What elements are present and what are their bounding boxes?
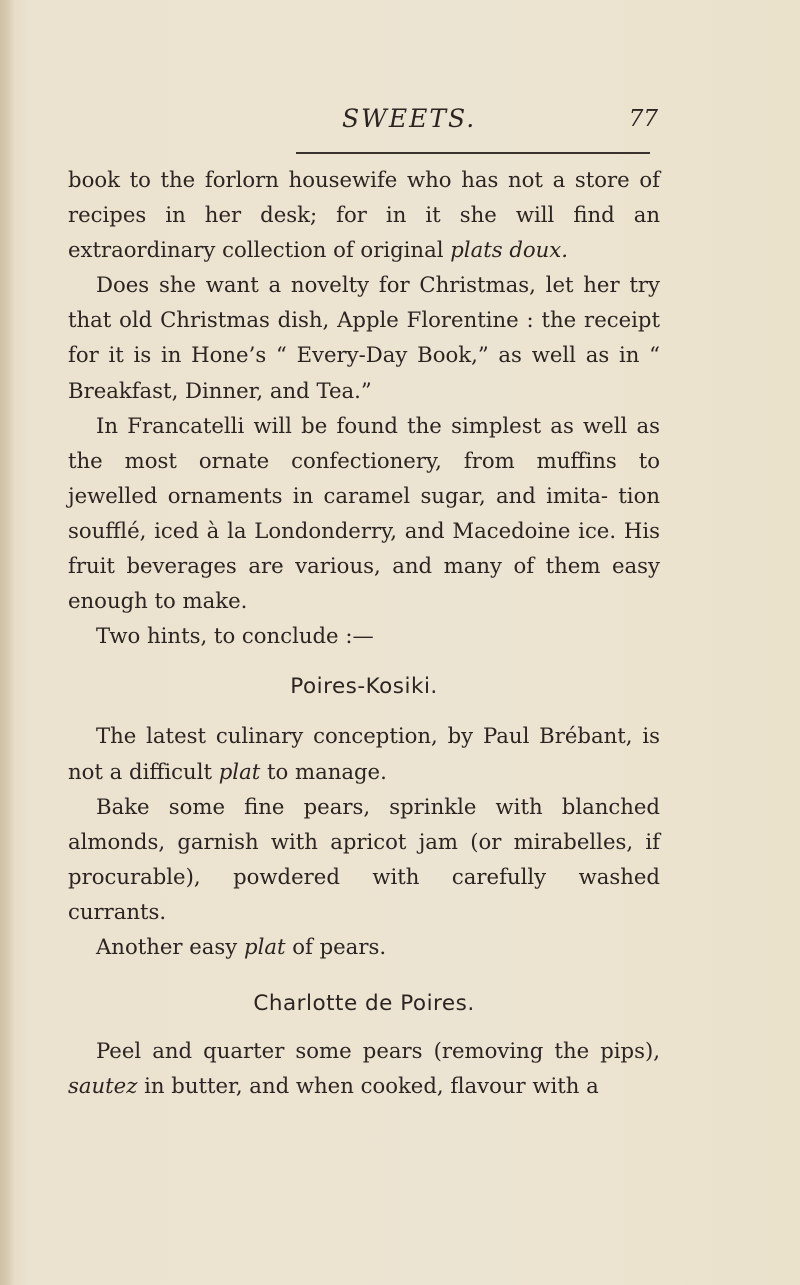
italic-phrase: plat: [244, 933, 286, 959]
recipe-heading-poires-kosiki: Poires-Kosiki.: [290, 674, 438, 700]
running-head: [100, 104, 660, 144]
running-head-title: SWEETS.: [342, 104, 477, 133]
paragraph-2: Does she want a novelty for Christmas, let her try that old Christmas dish, Apple Florentine : the receipt for it is in Hone’s “ Every-Day Book,” as well as in “ Breakfast, Dinner, and Tea.”: [68, 272, 660, 403]
italic-phrase: plat: [218, 758, 261, 784]
page-gutter-shadow: [0, 0, 14, 1285]
italic-phrase: sautez: [68, 1073, 138, 1099]
italic-phrase: plats doux.: [450, 237, 568, 263]
recipe-heading-charlotte-de-poires: Charlotte de Poires.: [253, 991, 475, 1017]
paragraph-3: In Francatelli will be found the simplest as well as the most ornate confectionery, from muffins to jewelled ornaments in caramel sugar, and imita- tion soufflé, iced à la Londonderry, and Macedoine ice. His fruit beverages are various, and many of them easy enough to make.: [68, 412, 660, 614]
paragraph-5: The latest culinary conception, by Paul Brébant, is not a difficult plat to manage.: [68, 723, 660, 784]
body-text: [68, 162, 660, 1103]
header-rule: [296, 152, 650, 154]
paragraph-1: book to the forlorn housewife who has not a store of recipes in her desk; for in it she will find an extraordinary collection of original plats doux.: [68, 167, 660, 263]
paragraph-4: Two hints, to conclude :—: [96, 623, 374, 649]
paragraph-8: Peel and quarter some pears (removing the pips), sautez in butter, and when cooked, flavour with a: [68, 1038, 660, 1099]
paragraph-6: Bake some fine pears, sprinkle with blanched almonds, garnish with apricot jam (or mirabelles, if procurable), powdered with carefully washed currants.: [68, 793, 660, 924]
paragraph-7: Another easy plat of pears.: [96, 933, 387, 959]
page-number: 77: [628, 106, 658, 132]
